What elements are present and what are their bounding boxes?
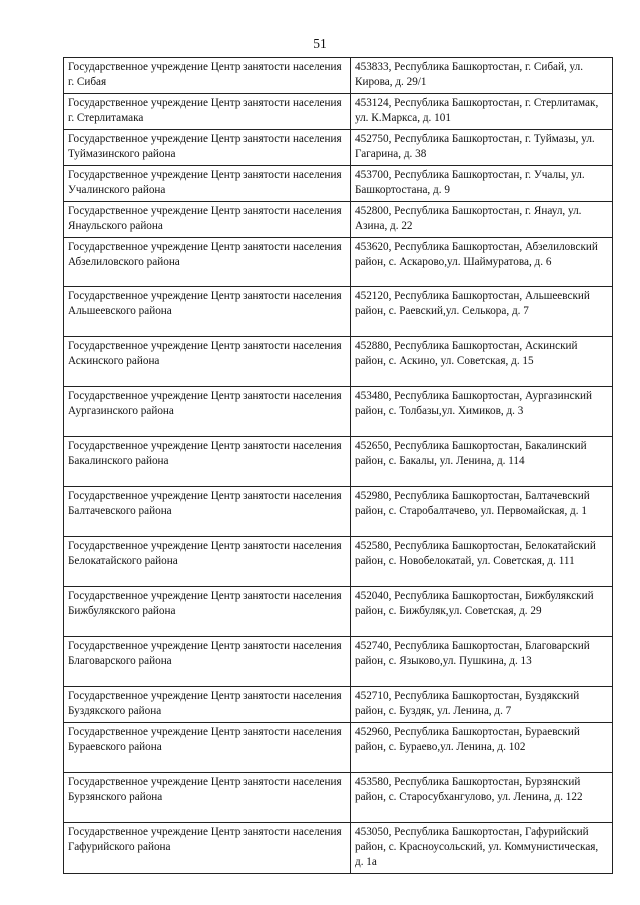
institution-address-cell: 453833, Республика Башкортостан, г. Сибай, ул. Кирова, д. 29/1 [351, 58, 613, 94]
institution-name-cell: Государственное учреждение Центр занятости населения г. Стерлитамака [64, 94, 351, 130]
table-row [64, 337, 613, 387]
institution-address-cell: 452980, Республика Башкортостан, Балтачевский район, с. Старобалтачево, ул. Первомайская, д. 1 [351, 487, 613, 537]
institution-name-cell: Государственное учреждение Центр занятости населения Туймазинского района [64, 130, 351, 166]
table-body [64, 58, 613, 874]
table-row [64, 58, 613, 94]
institution-address-cell: 452880, Республика Башкортостан, Аскинский район, с. Аскино, ул. Советская, д. 15 [351, 337, 613, 387]
table-row [64, 587, 613, 637]
institution-address-cell: 452650, Республика Башкортостан, Бакалинский район, с. Бакалы, ул. Ленина, д. 114 [351, 437, 613, 487]
institution-name-cell: Государственное учреждение Центр занятости населения Аургазинского района [64, 387, 351, 437]
table-row [64, 94, 613, 130]
institution-name-cell: Государственное учреждение Центр занятости населения Альшеевского района [64, 287, 351, 337]
institution-name-cell: Государственное учреждение Центр занятости населения Бижбулякского района [64, 587, 351, 637]
table-row [64, 387, 613, 437]
institution-name-cell: Государственное учреждение Центр занятости населения Аскинского района [64, 337, 351, 387]
institution-address-cell: 453124, Республика Башкортостан, г. Стерлитамак, ул. К.Маркса, д. 101 [351, 94, 613, 130]
institution-name-cell: Государственное учреждение Центр занятости населения Янаульского района [64, 202, 351, 238]
institution-address-cell: 452040, Республика Башкортостан, Бижбулякский район, с. Бижбуляк,ул. Советская, д. 29 [351, 587, 613, 637]
institution-name-cell: Государственное учреждение Центр занятости населения Гафурийского района [64, 823, 351, 874]
table-row [64, 166, 613, 202]
table-row [64, 437, 613, 487]
institution-name-cell: Государственное учреждение Центр занятости населения Буздякского района [64, 687, 351, 723]
institution-name-cell: Государственное учреждение Центр занятости населения Благоварского района [64, 637, 351, 687]
institution-address-cell: 452960, Республика Башкортостан, Бураевский район, с. Бураево,ул. Ленина, д. 102 [351, 723, 613, 773]
institution-name-cell: Государственное учреждение Центр занятости населения Бураевского района [64, 723, 351, 773]
table-row [64, 723, 613, 773]
table-row [64, 487, 613, 537]
institution-address-cell: 453700, Республика Башкортостан, г. Учалы, ул. Башкортостана, д. 9 [351, 166, 613, 202]
institution-name-cell: Государственное учреждение Центр занятости населения Балтачевского района [64, 487, 351, 537]
table-row [64, 202, 613, 238]
table-row [64, 687, 613, 723]
institution-address-cell: 452740, Республика Башкортостан, Благоварский район, с. Языково,ул. Пушкина, д. 13 [351, 637, 613, 687]
institution-address-cell: 452120, Республика Башкортостан, Альшеевский район, с. Раевский,ул. Селькора, д. 7 [351, 287, 613, 337]
institution-address-cell: 452750, Республика Башкортостан, г. Туймазы, ул. Гагарина, д. 38 [351, 130, 613, 166]
page-number: 51 [313, 36, 327, 51]
institution-address-cell: 453620, Республика Башкортостан, Абзелиловский район, с. Аскарово,ул. Шаймуратова, д. 6 [351, 238, 613, 287]
table-row [64, 773, 613, 823]
table-row [64, 238, 613, 287]
institution-address-cell: 452800, Республика Башкортостан, г. Янаул, ул. Азина, д. 22 [351, 202, 613, 238]
institution-name-cell: Государственное учреждение Центр занятости населения Бурзянского района [64, 773, 351, 823]
table-row [64, 637, 613, 687]
institution-name-cell: Государственное учреждение Центр занятости населения Белокатайского района [64, 537, 351, 587]
employment-centers-table [63, 57, 613, 874]
institution-address-cell: 452580, Республика Башкортостан, Белокатайский район, с. Новобелокатай, ул. Советская, д. 111 [351, 537, 613, 587]
institution-name-cell: Государственное учреждение Центр занятости населения Учалинского района [64, 166, 351, 202]
institution-address-cell: 452710, Республика Башкортостан, Буздякский район, с. Буздяк, ул. Ленина, д. 7 [351, 687, 613, 723]
table-row [64, 130, 613, 166]
institution-address-cell: 453480, Республика Башкортостан, Аургазинский район, с. Толбазы,ул. Химиков, д. 3 [351, 387, 613, 437]
institution-name-cell: Государственное учреждение Центр занятости населения г. Сибая [64, 58, 351, 94]
table-row [64, 823, 613, 874]
table-row [64, 287, 613, 337]
institution-address-cell: 453580, Республика Башкортостан, Бурзянский район, с. Старосубхангулово, ул. Ленина, д. 122 [351, 773, 613, 823]
institution-name-cell: Государственное учреждение Центр занятости населения Абзелиловского района [64, 238, 351, 287]
institution-name-cell: Государственное учреждение Центр занятости населения Бакалинского района [64, 437, 351, 487]
institution-address-cell: 453050, Республика Башкортостан, Гафурийский район, с. Красноусольский, ул. Коммунистическая, д. 1а [351, 823, 613, 874]
table-row [64, 537, 613, 587]
